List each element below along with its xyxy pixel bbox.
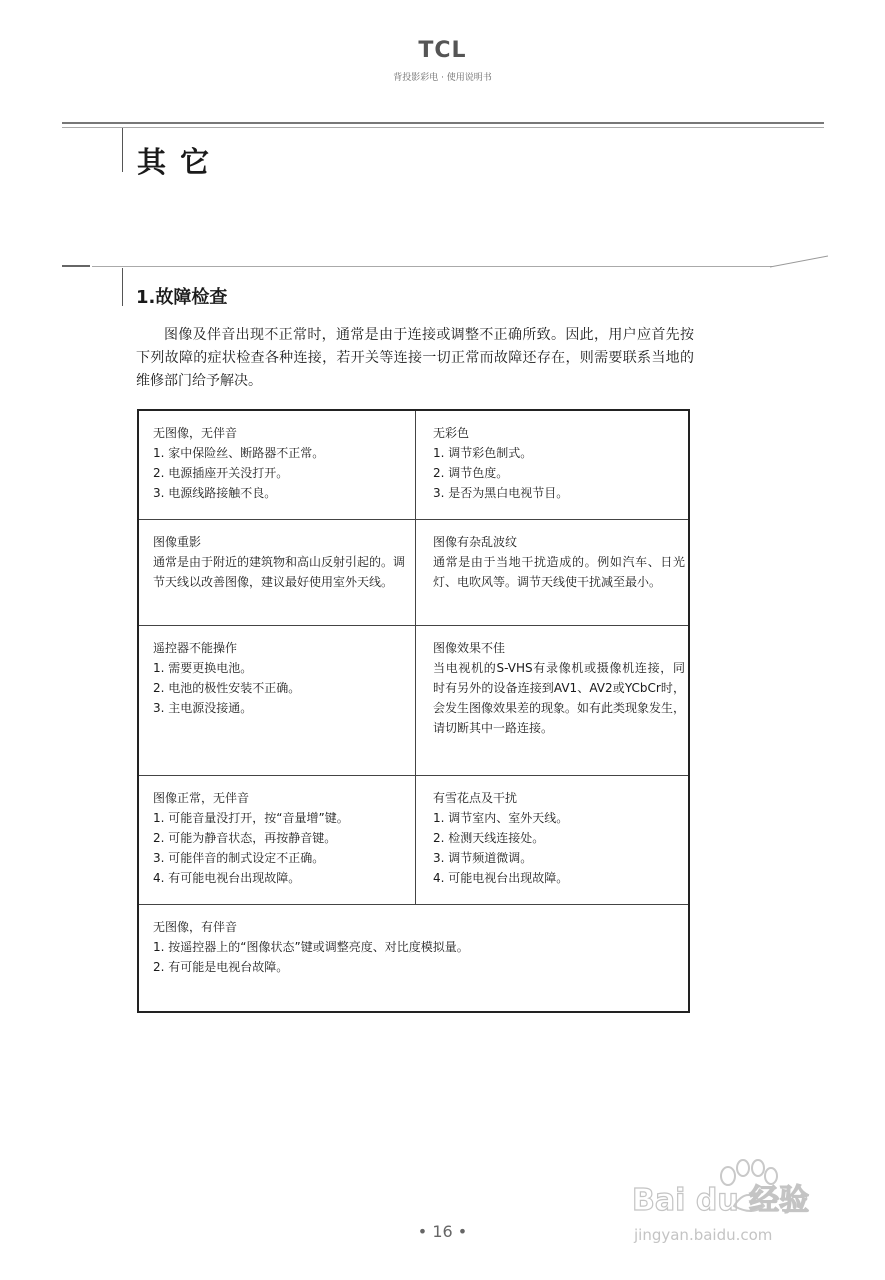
table-row (139, 776, 688, 905)
remedy-text: 通常是由于附近的建筑物和高山反射引起的。调节天线以改善图像，建议最好使用室外天线。 (153, 555, 406, 589)
remedy-line: 1. 需要更换电池。 (153, 661, 253, 675)
table-cell (416, 520, 688, 625)
remedy-line: 2. 有可能是电视台故障。 (153, 960, 289, 974)
symptom-title: 有雪花点及干扰 (433, 791, 518, 805)
table-cell (139, 411, 416, 519)
subsection-heading: 1.故障检查 (136, 287, 228, 308)
subsection-rule-left (62, 265, 90, 267)
symptom-title: 无图像，有伴音 (153, 920, 238, 934)
symptom-title: 无彩色 (433, 426, 470, 440)
page-number: • 16 • (417, 1222, 468, 1241)
manual-subtitle: 背投影彩电 · 使用说明书 (393, 73, 492, 83)
intro-paragraph: 图像及伴音出现不正常时，通常是由于连接或调整不正确所致。因此，用户应首先按下列故障的症状检查各种连接，若开关等连接一切正常而故障还存在，则需要联系当地的维修部门给予解决。 (136, 327, 694, 389)
header-rule-thick (62, 122, 824, 124)
symptom-title: 图像有杂乱波纹 (433, 535, 518, 549)
remedy-line: 4. 可能电视台出现故障。 (433, 871, 569, 885)
table-row (139, 905, 688, 1011)
remedy-line: 1. 调节彩色制式。 (433, 446, 533, 460)
remedy-line: 3. 电源线路接触不良。 (153, 486, 277, 500)
symptom-title: 无图像，无伴音 (153, 426, 238, 440)
table-cell (416, 626, 688, 775)
table-cell (416, 411, 688, 519)
section-title-bar (122, 128, 123, 172)
remedy-line: 3. 是否为黑白电视节目。 (433, 486, 569, 500)
remedy-line: 2. 调节色度。 (433, 466, 509, 480)
remedy-line: 2. 检测天线连接处。 (433, 831, 545, 845)
table-cell (139, 626, 416, 775)
remedy-line: 1. 可能音量没打开，按“音量增”键。 (153, 811, 349, 825)
remedy-line: 2. 电源插座开关没打开。 (153, 466, 289, 480)
symptom-title: 图像效果不佳 (433, 641, 506, 655)
subsection-heading-bar (122, 268, 123, 306)
watermark-brand: Bai du 经验 (632, 1183, 810, 1218)
remedy-line: 1. 按遥控器上的“图像状态”键或调整亮度、对比度模拟量。 (153, 940, 469, 954)
tcl-logo: TCL (418, 38, 467, 63)
remedy-line: 2. 可能为静音状态，再按静音键。 (153, 831, 337, 845)
table-cell (416, 776, 688, 904)
symptom-title: 图像正常，无伴音 (153, 791, 250, 805)
remedy-text: 当电视机的S-VHS有录像机或摄像机连接，同时有另外的设备连接到AV1、AV2或YCbCr时，会发生图像效果差的现象。如有此类现象发生，请切断其中一路连接。 (433, 661, 686, 735)
remedy-line: 3. 调节频道微调。 (433, 851, 533, 865)
remedy-line: 1. 调节室内、室外天线。 (433, 811, 569, 825)
troubleshooting-table (137, 409, 690, 1013)
header-rule-thin (62, 127, 824, 128)
table-row (139, 626, 688, 776)
remedy-line: 2. 电池的极性安装不正确。 (153, 681, 301, 695)
section-title: 其它 (137, 145, 224, 179)
watermark-url: jingyan.baidu.com (634, 1226, 773, 1244)
table-cell (139, 905, 688, 1011)
subsection-rule-slant (770, 255, 828, 269)
remedy-text: 通常是由于当地干扰造成的。例如汽车、日光灯、电吹风等。调节天线使干扰减至最小。 (433, 555, 685, 589)
symptom-title: 图像重影 (153, 535, 202, 549)
table-cell (139, 520, 416, 625)
symptom-title: 遥控器不能操作 (153, 641, 238, 655)
table-cell (139, 776, 416, 904)
table-row (139, 411, 688, 520)
remedy-line: 4. 有可能电视台出现故障。 (153, 871, 301, 885)
subsection-rule (92, 266, 772, 267)
remedy-line: 3. 主电源没接通。 (153, 701, 253, 715)
remedy-line: 1. 家中保险丝、断路器不正常。 (153, 446, 325, 460)
remedy-line: 3. 可能伴音的制式设定不正确。 (153, 851, 325, 865)
table-row (139, 520, 688, 626)
